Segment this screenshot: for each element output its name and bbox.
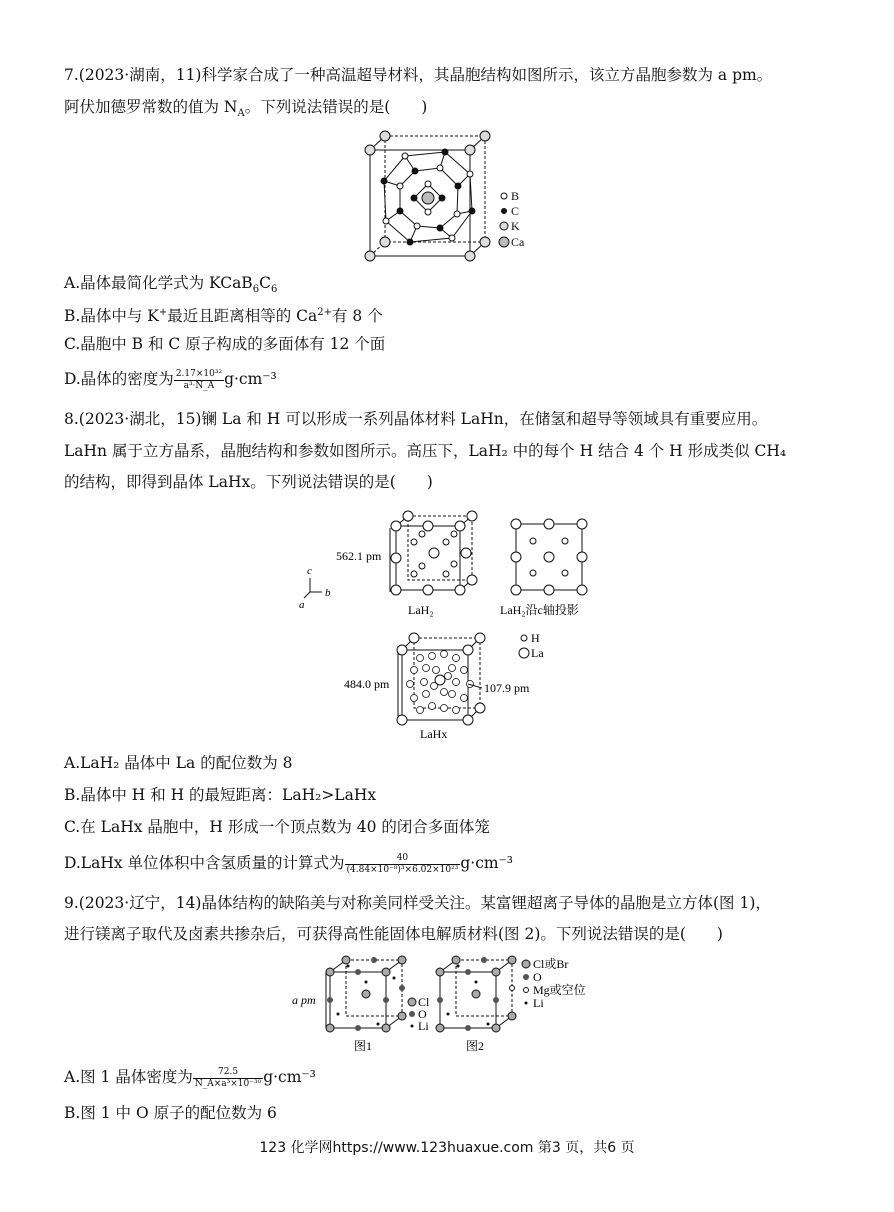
q8-caption-lah2: LaH₂ bbox=[408, 603, 434, 617]
q7-crystal-figure bbox=[360, 126, 540, 262]
q9-caption-fig1: 图1 bbox=[354, 1039, 373, 1053]
q8-lah2-figure bbox=[296, 506, 606, 622]
q9-option-b: B.图 1 中 O 原子的配位数为 6 bbox=[64, 1104, 277, 1122]
q8-dim-562: 562.1 pm bbox=[336, 549, 382, 563]
q9-legend2-clbr: Cl或Br bbox=[533, 957, 569, 971]
q8-axis-c: c bbox=[307, 565, 312, 577]
q8-axis-b: b bbox=[325, 587, 331, 599]
q9-legend2-mg: Mg或空位 bbox=[533, 983, 586, 997]
q7-legend-b: B bbox=[511, 189, 520, 203]
q9-legend1-o: O bbox=[418, 1007, 427, 1021]
q8-stem-line1: 8.(2023·湖北，15)镧 La 和 H 可以形成一系列晶体材料 LaHn，在储氢和超导等领域具有重要应用。 bbox=[64, 410, 768, 428]
q8-option-c: C.在 LaHx 晶胞中，H 形成一个顶点数为 40 的闭合多面体笼 bbox=[64, 818, 490, 836]
q9-dim-a: a pm bbox=[292, 993, 316, 1007]
q9-stem-line1: 9.(2023·辽宁，14)晶体结构的缺陷美与对称美同样受关注。某富锂超离子导体的晶胞是立方体(图 1)， bbox=[64, 894, 771, 912]
q7-stem-line1: 7.(2023·湖南，11)科学家合成了一种高温超导材料，其晶胞结构如图所示，该立方晶胞参数为 a pm。 bbox=[64, 66, 773, 84]
q8-option-d: D.LaHx 单位体积中含氢质量的计算式为 $\frac{40}{\text{(4.84×10⁻⁸)³×6.02×10²³}}$ g·cm⁻³ bbox=[64, 852, 513, 875]
q8-stem-line3: 的结构，即得到晶体 LaHx。下列说法错误的是( ) bbox=[64, 473, 433, 491]
q8-dim-107: 107.9 pm bbox=[484, 681, 530, 695]
q8-lahx-figure bbox=[340, 630, 560, 742]
q9-figure bbox=[290, 954, 620, 1058]
q9-legend2-o: O bbox=[533, 970, 542, 984]
q9-legend1-cl: Cl bbox=[418, 995, 430, 1009]
page-footer: 123 化学网https://www.123huaxue.com 第3 页，共6 页 bbox=[259, 1140, 635, 1156]
q7-option-b: B.晶体中与 K+最近且距离相等的 $Ca^{2+}$有 8 个 bbox=[64, 307, 383, 326]
q8-axis-a: a bbox=[299, 599, 305, 611]
q9-legend2-li: Li bbox=[533, 996, 544, 1010]
q8-caption-lahx: LaHx bbox=[420, 727, 448, 741]
q7-stem-line2: 阿伏加德罗常数的值为 $N_A$。下列说法错误的是( ) bbox=[64, 98, 428, 120]
q7-option-d: D.晶体的密度为 $\frac{\text{2.17×10³²}}{\text{a³·N\_A}}$ g·cm⁻³ bbox=[64, 368, 277, 391]
q8-option-a: A.LaH₂ 晶体中 La 的配位数为 8 bbox=[64, 754, 293, 772]
q7-legend-c: C bbox=[511, 204, 520, 218]
q8-legend-la: La bbox=[531, 646, 544, 660]
q9-caption-fig2: 图2 bbox=[466, 1039, 485, 1053]
q8-legend-h: H bbox=[531, 631, 540, 645]
q7-legend-k: K bbox=[511, 219, 520, 233]
q9-stem-line2: 进行镁离子取代及卤素共掺杂后，可获得高性能固体电解质材料(图 2)。下列说法错误的是( ) bbox=[64, 925, 723, 943]
q8-option-b: B.晶体中 H 和 H 的最短距离：LaH₂>LaHx bbox=[64, 786, 377, 804]
q8-stem-line2: LaHn 属于立方晶系，晶胞结构和参数如图所示。高压下，LaH₂ 中的每个 H 结合 4 个 H 形成类似 CH₄ bbox=[64, 442, 787, 460]
q7-option-c: C.晶胞中 B 和 C 原子构成的多面体有 12 个面 bbox=[64, 335, 386, 353]
q8-caption-projection: LaH₂沿c轴投影 bbox=[500, 603, 579, 617]
q8-dim-484: 484.0 pm bbox=[344, 677, 390, 691]
q9-legend1-li: Li bbox=[418, 1019, 429, 1033]
q7-option-a: A.晶体最简化学式为 $KCaB_6C_6$ bbox=[64, 274, 278, 296]
q7-legend-ca: Ca bbox=[511, 235, 525, 249]
q9-option-a: A.图 1 晶体密度为 $\frac{72.5}{\text{N\_A×a³×10⁻³⁰}}$ g·cm⁻³ bbox=[64, 1066, 316, 1089]
